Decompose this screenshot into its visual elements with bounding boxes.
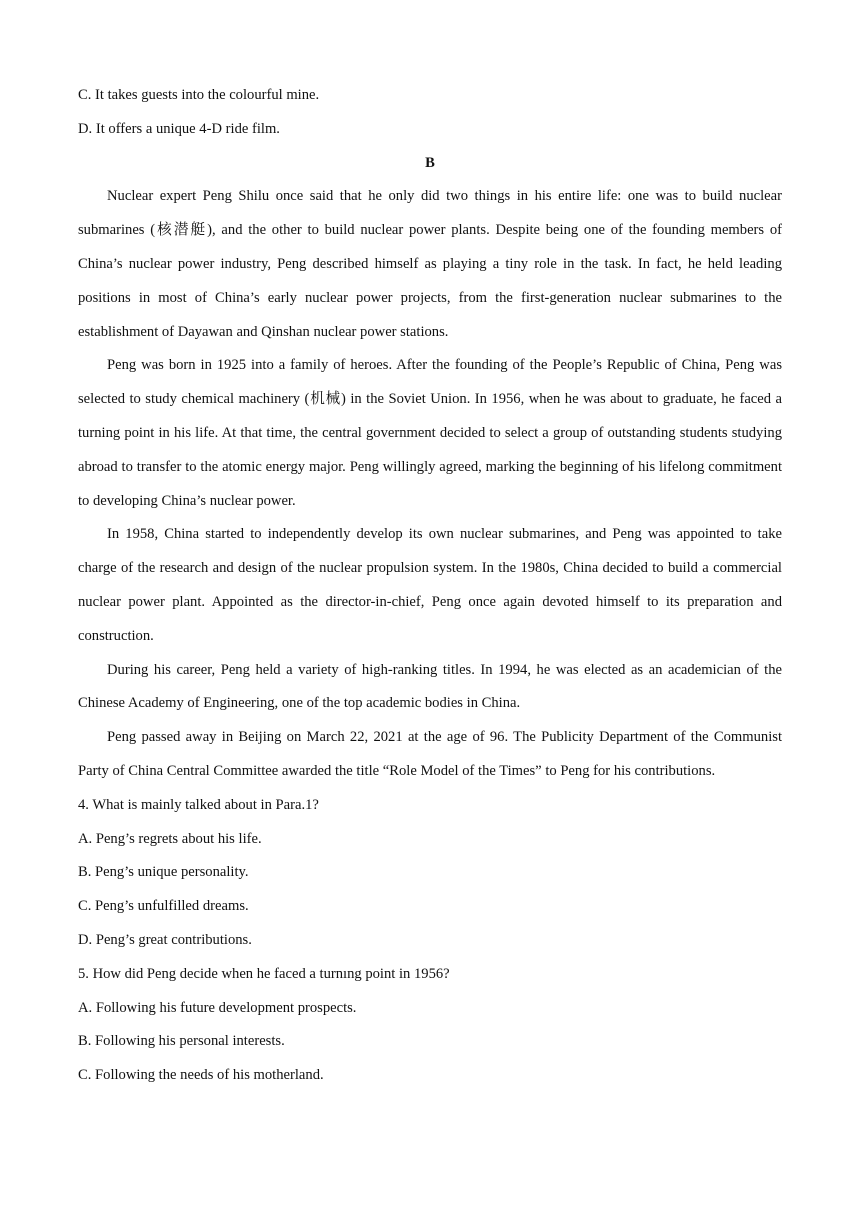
question-5-stem: 5. How did Peng decide when he faced a turnıng point in 1956? (78, 965, 450, 982)
question-5-option-c: C. Following the needs of his motherland. (78, 1067, 324, 1084)
question-4-option-c: C. Peng’s unfulfilled dreams. (78, 898, 249, 915)
passage-paragraph-5: Peng passed away in Beijing on March 22, 2021 at the age of 96. The Publicity Department of the Communist Party of China Central Committee awarded the title “Role Model of the Times” to Peng for his contributions. (78, 729, 782, 779)
previous-option-d: D. It offers a unique 4-D ride film. (78, 120, 280, 137)
question-4-stem: 4. What is mainly talked about in Para.1? (78, 796, 319, 813)
question-5-option-a: A. Following his future development prospects. (78, 999, 357, 1016)
previous-option-c: C. It takes guests into the colourful mine. (78, 87, 320, 103)
question-5-option-b: B. Following his personal interests. (78, 1033, 285, 1050)
passage-paragraph-1: Nuclear expert Peng Shilu once said that he only did two things in his entire life: one was to build nuclear submarines (核潜艇), and the other to build nuclear power plants. Despite being one of the founding members of China’s nuclear power industry, Peng described himself as playing a tiny role in the task. In fact, he held leading positions in most of China’s early nuclear power projects, from the first-generation nuclear submarines to the establishment of Dayawan and Qinshan nuclear power stations. (78, 188, 782, 340)
question-4-option-b: B. Peng’s unique personality. (78, 864, 249, 881)
question-4-option-a: A. Peng’s regrets about his life. (78, 830, 262, 847)
question-4-option-d: D. Peng’s great contributions. (78, 931, 252, 948)
passage-paragraph-4: During his career, Peng held a variety of high-ranking titles. In 1994, he was elected as an academician of the Chinese Academy of Engineering, one of the top academic bodies in China. (78, 661, 782, 712)
document-page (78, 79, 782, 1093)
passage-paragraph-2: Peng was born in 1925 into a family of heroes. After the founding of the People’s Republic of China, Peng was selected to study chemical machinery (机械) in the Soviet Union. In 1956, when he was about to graduate, he faced a turning point in his life. At that time, the central government decided to select a group of outstanding students studying abroad to transfer to the atomic energy major. Peng willingly agreed, marking the beginning of his lifelong commitment to developing China’s nuclear power. (78, 357, 782, 509)
section-heading: B (425, 154, 435, 171)
passage-paragraph-3: In 1958, China started to independently develop its own nuclear submarines, and Peng was appointed to take charge of the research and design of the nuclear propulsion system. In the 1980s, China decided to build a commercial nuclear power plant. Appointed as the director-in-chief, Peng once again devoted himself to its preparation and construction. (78, 526, 782, 644)
